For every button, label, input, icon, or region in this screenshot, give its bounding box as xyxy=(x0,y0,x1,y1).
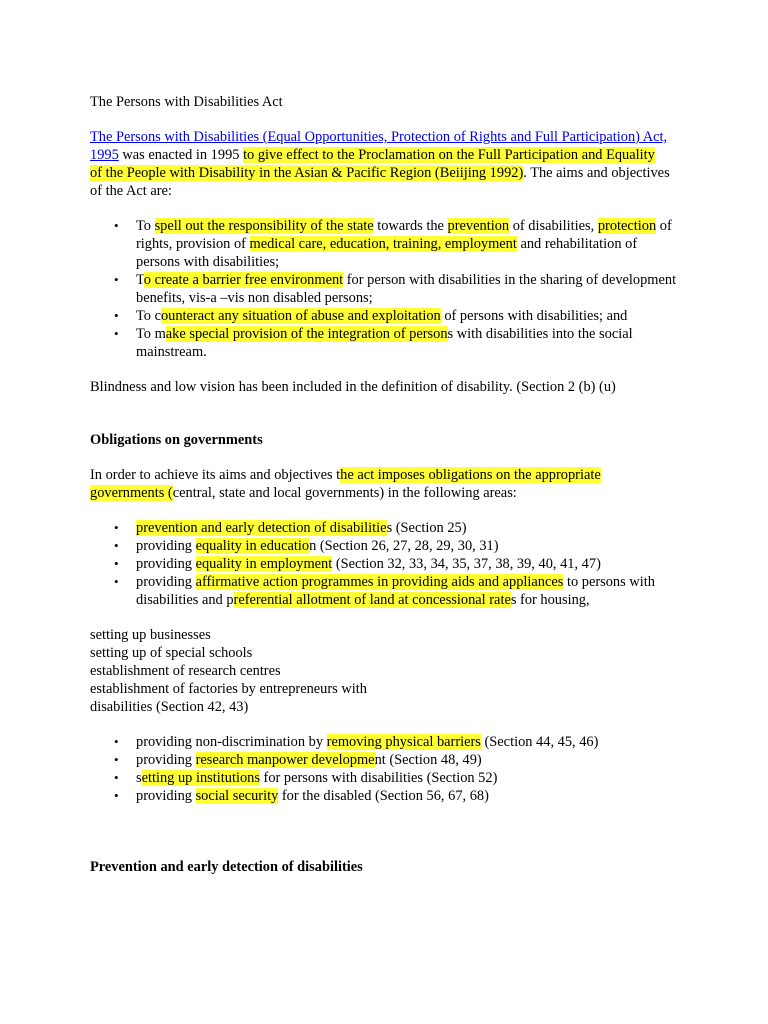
document-page xyxy=(90,93,680,876)
list-item: • prevention and early detection of disabilities (Section 25) xyxy=(136,519,680,537)
obligations-heading: Obligations on governments xyxy=(90,432,263,448)
list-item: • providing research manpower development (Section 48, 49) xyxy=(136,751,680,769)
highlight: social security xyxy=(195,788,279,804)
highlight: protection xyxy=(597,218,657,234)
list-item: • To spell out the responsibility of the state towards the prevention of disabilities, protection of rights, provision of medical care, education, training, employment and rehabilitation of persons with disabilities; xyxy=(136,217,680,271)
highlight: prevention xyxy=(447,218,510,234)
areas-list xyxy=(90,519,680,609)
list-item: • To create a barrier free environment for person with disabilities in the sharing of development benefits, vis-a –vis non disabled persons; xyxy=(136,271,680,307)
list-item: • To make special provision of the integration of persons with disabilities into the social mainstream. xyxy=(136,325,680,361)
highlight: affirmative action programmes in providing aids and appliances xyxy=(195,574,564,590)
aims-list xyxy=(90,217,680,361)
list-item: • setting up institutions for persons with disabilities (Section 52) xyxy=(136,769,680,787)
highlight: to give effect to the Proclamation on the Full Participation and Equality of the People with Disability in the Asian & Pacific Region (Beiijing 1992) xyxy=(90,147,655,181)
blindness-note: Blindness and low vision has been included in the definition of disability. (Section 2 (b) (u) xyxy=(90,379,616,395)
highlight: equality in employment xyxy=(195,556,333,572)
highlight: research manpower developme xyxy=(195,752,375,768)
highlight: prevention and early detection of disabilitie xyxy=(136,520,387,536)
act-link[interactable]: The Persons with Disabilities (Equal Opportunities, Protection of Rights and Full Participation) Act, 1995 xyxy=(90,129,668,163)
intro-paragraph: The Persons with Disabilities (Equal Opportunities, Protection of Rights and Full Participation) Act, 1995 was enacted in 1995 to give effect to the Proclamation on the Full Participation and Equality of the People with Disability in the Asian & Pacific Region (Beiijing 1992). The aims and objectives of the Act are: xyxy=(90,129,670,199)
highlight: removing physical barriers xyxy=(326,734,481,750)
text-line: setting up of special schools xyxy=(90,645,253,661)
list-item: • providing equality in education (Section 26, 27, 28, 29, 30, 31) xyxy=(136,537,680,555)
highlight: ounteract any situation of abuse and exploitation xyxy=(160,308,441,324)
highlight: he act imposes obligations on the appropriate governments ( xyxy=(90,467,601,501)
document-title: The Persons with Disabilities Act xyxy=(90,94,283,110)
list-item: • providing affirmative action programmes in providing aids and appliances to persons with disabilities and preferential allotment of land at concessional rates for housing, xyxy=(136,573,680,609)
highlight: ake special provision of the integration of person xyxy=(165,326,448,342)
list-item: • providing non-discrimination by removing physical barriers (Section 44, 45, 46) xyxy=(136,733,680,751)
text-line: establishment of research centres xyxy=(90,663,281,679)
highlight: spell out the responsibility of the state xyxy=(154,218,374,234)
prevention-heading: Prevention and early detection of disabilities xyxy=(90,859,363,875)
text-line: setting up businesses xyxy=(90,627,211,643)
text-line: disabilities (Section 42, 43) xyxy=(90,699,249,715)
highlight: equality in educatio xyxy=(195,538,310,554)
highlight: etting up institutions xyxy=(141,770,260,786)
highlight: o create a barrier free environment xyxy=(143,272,344,288)
highlight: medical care, education, training, employment xyxy=(249,236,517,252)
text-line: establishment of factories by entrepreneurs with xyxy=(90,681,367,697)
list-item: • providing equality in employment (Section 32, 33, 34, 35, 37, 38, 39, 40, 41, 47) xyxy=(136,555,680,573)
obligations-intro: In order to achieve its aims and objectives the act imposes obligations on the appropriate governments (central, state and local governments) in the following areas: xyxy=(90,467,601,501)
list-item: • To counteract any situation of abuse and exploitation of persons with disabilities; and xyxy=(136,307,680,325)
areas-list-2 xyxy=(90,733,680,805)
plain-lines xyxy=(90,626,680,716)
list-item: • providing social security for the disabled (Section 56, 67, 68) xyxy=(136,787,680,805)
highlight: referential allotment of land at concessional rate xyxy=(233,592,511,608)
